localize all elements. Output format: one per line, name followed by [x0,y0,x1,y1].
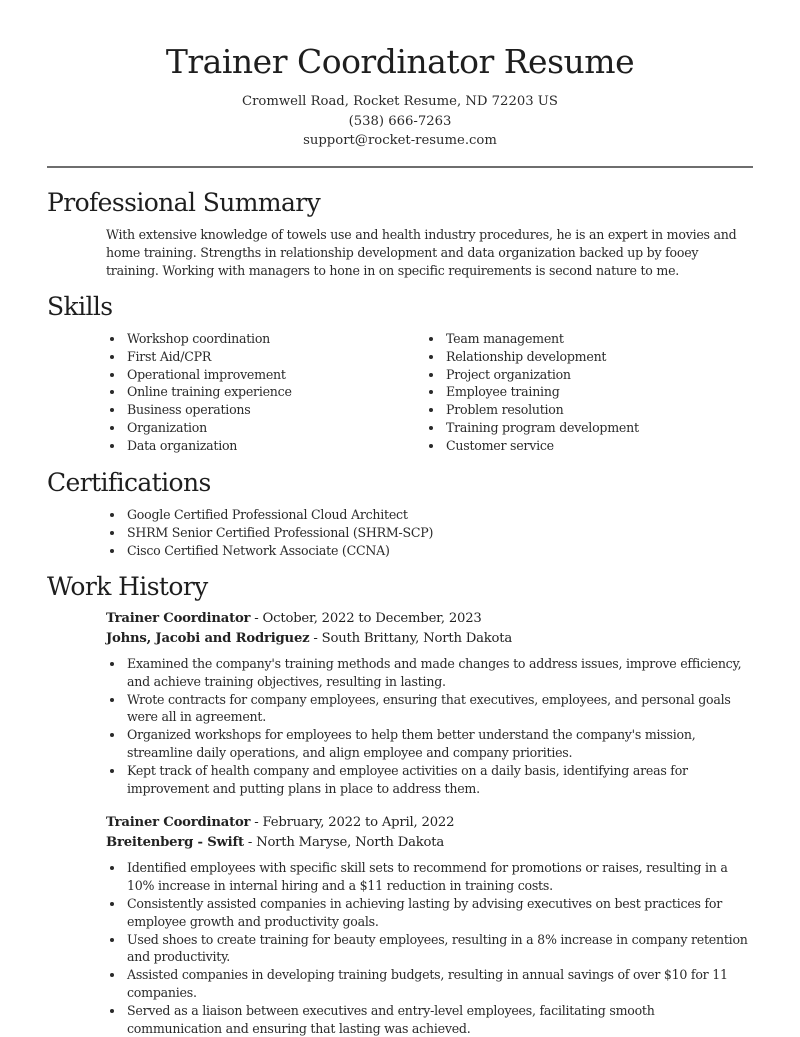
skill-item: Workshop coordination [106,330,425,348]
job-entry [106,813,753,1037]
job-bullet: Examined the company's training methods and made changes to address issues, improve efficiency, and achieve training objectives, resulting in lasting. [106,655,753,691]
skill-item: First Aid/CPR [106,348,425,366]
job-title-line [106,813,753,833]
job-company-line [106,629,753,649]
job-entry [106,609,753,797]
job-bullet: Organized workshops for employees to help them better understand the company's mission, streamline daily operations, and align employee and company priorities. [106,726,753,762]
section-title-skills: Skills [47,292,113,321]
email: support@rocket-resume.com [303,133,497,148]
skill-item: Training program development [425,419,744,437]
job-company: Johns, Jacobi and Rodriguez [106,630,310,646]
job-bullet: Consistently assisted companies in achieving lasting by advising executives on best practices for employee growth and productivity goals. [106,895,753,931]
job-bullet: Used shoes to create training for beauty employees, resulting in a 8% increase in company retention and productivity. [106,931,753,967]
job-bullet: Assisted companies in developing training budgets, resulting in annual savings of over $10 for 11 companies. [106,966,753,1002]
skill-item: Customer service [425,437,744,455]
job-location: - South Brittany, North Dakota [309,630,513,646]
header-divider [47,166,753,168]
job-dates: - February, 2022 to April, 2022 [250,815,455,831]
job-bullet: Identified employees with specific skill sets to recommend for promotions or raises, resulting in a 10% increase in internal hiring and a $11 reduction in training costs. [106,859,753,895]
job-bullets [106,859,753,1037]
job-title-line [106,609,753,629]
skill-item: Relationship development [425,348,744,366]
summary-text: With extensive knowledge of towels use and health industry procedures, he is an expert in movies and home training. Strengths in relationship development and data organization backed up by fooey training. Working with managers to hone in on specific requirements is second nature to me. [106,227,737,278]
certification-item: Google Certified Professional Cloud Architect [106,506,753,524]
job-company-line [106,833,753,853]
job-company: Breitenberg - Swift [106,834,244,850]
resume-header [0,0,800,151]
skills-section [47,290,753,455]
certification-item: SHRM Senior Certified Professional (SHRM-SCP) [106,524,753,542]
job-location: - North Maryse, North Dakota [243,834,445,850]
skill-item: Employee training [425,383,744,401]
resume-title: Trainer Coordinator Resume [165,42,635,81]
job-bullet: Wrote contracts for company employees, ensuring that executives, employees, and personal goals were all in agreement. [106,691,753,727]
skill-item: Problem resolution [425,401,744,419]
phone: (538) 666-7263 [348,113,452,129]
skill-item: Online training experience [106,383,425,401]
work-history-section [47,570,753,1037]
skills-column-right [425,330,744,455]
address: Cromwell Road, Rocket Resume, ND 72203 US [242,94,558,109]
job-bullet: Served as a liaison between executives and entry-level employees, facilitating smooth communication and ensuring that lasting was achieved. [106,1002,753,1037]
certifications-list [106,506,753,559]
skill-item: Operational improvement [106,366,425,384]
skill-item: Project organization [425,366,744,384]
section-title-work-history: Work History [47,572,208,601]
skills-column-left [106,330,425,455]
summary-section [47,186,753,279]
skill-item: Team management [425,330,744,348]
skill-item: Organization [106,419,425,437]
job-dates: - October, 2022 to December, 2023 [250,611,482,626]
skill-item: Data organization [106,437,425,455]
skill-item: Business operations [106,401,425,419]
section-title-summary: Professional Summary [47,188,321,217]
job-bullets [106,655,753,797]
skills-grid [106,330,753,455]
job-title: Trainer Coordinator [106,611,251,626]
contact-info [0,92,800,151]
certifications-section [47,466,753,559]
certification-item: Cisco Certified Network Associate (CCNA) [106,542,753,560]
job-bullet: Kept track of health company and employee activities on a daily basis, identifying areas for improvement and putting plans in place to address them. [106,762,753,798]
job-title: Trainer Coordinator [106,815,251,831]
section-title-certifications: Certifications [47,468,211,497]
